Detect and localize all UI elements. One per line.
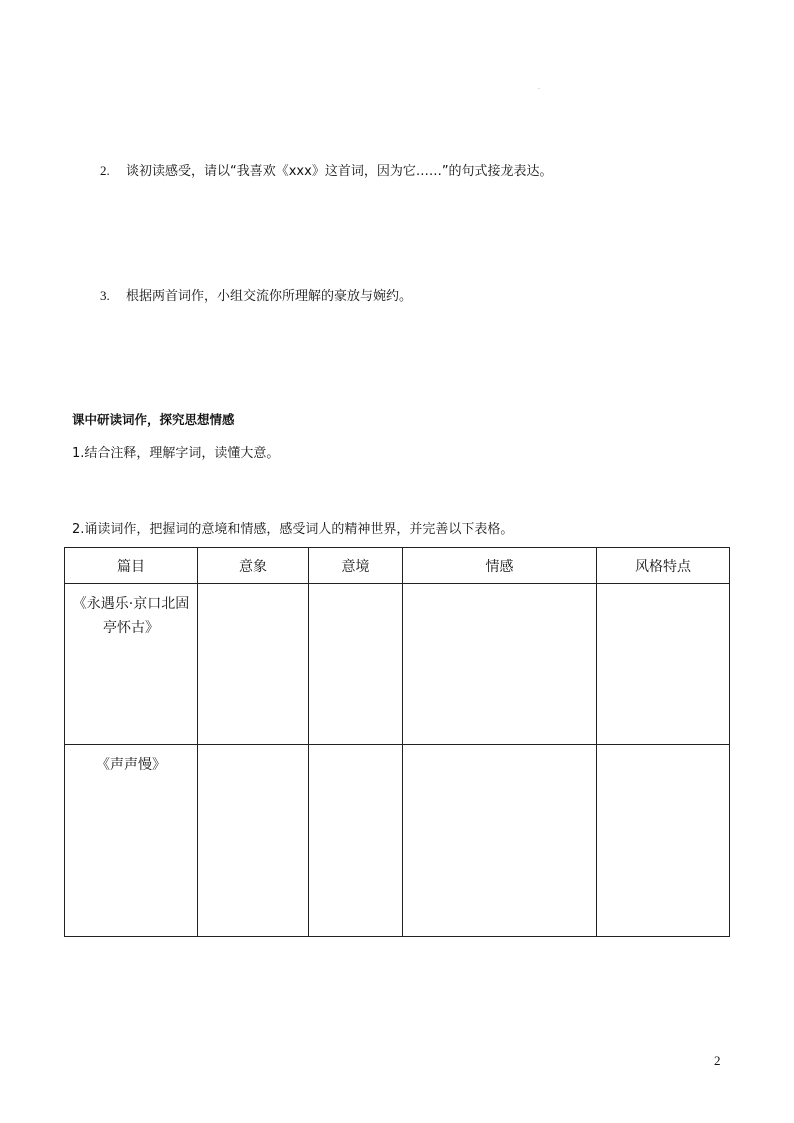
mood-cell[interactable] — [309, 584, 403, 745]
question-text: 根据两首词作，小组交流你所理解的豪放与婉约。 — [126, 289, 413, 304]
emotion-cell[interactable] — [403, 745, 597, 937]
question-text: 谈初读感受，请以“我喜欢《xxx》这首词，因为它……”的句式接龙表达。 — [126, 164, 553, 179]
table-header-row — [65, 548, 730, 584]
poem-title: 《永遇乐·京口北固亭怀古》 — [72, 596, 190, 636]
question-2 — [100, 160, 553, 179]
header-mark: · — [538, 86, 540, 93]
header-title: 篇目 — [65, 548, 198, 584]
style-cell[interactable] — [597, 584, 730, 745]
page-number: 2 — [714, 1053, 721, 1068]
poem-title-cell — [65, 584, 198, 745]
section-heading: 课中研读词作，探究思想情感 — [72, 412, 235, 427]
section-item-2: 2.诵读词作，把握词的意境和情感，感受词人的精神世界，并完善以下表格。 — [72, 522, 514, 537]
header-mood: 意境 — [309, 548, 403, 584]
section-item-1: 1.结合注释，理解字词，读懂大意。 — [72, 446, 280, 461]
style-cell[interactable] — [597, 745, 730, 937]
question-number: 2. — [100, 163, 110, 178]
imagery-cell[interactable] — [198, 584, 309, 745]
table-row — [65, 745, 730, 937]
table-row — [65, 584, 730, 745]
question-number: 3. — [100, 288, 110, 303]
header-emotion: 情感 — [403, 548, 597, 584]
question-3 — [100, 285, 412, 304]
header-style: 风格特点 — [597, 548, 730, 584]
poem-title: 《声声慢》 — [96, 757, 166, 773]
poem-title-cell — [65, 745, 198, 937]
imagery-cell[interactable] — [198, 745, 309, 937]
emotion-cell[interactable] — [403, 584, 597, 745]
header-imagery: 意象 — [198, 548, 309, 584]
analysis-table — [64, 547, 730, 937]
mood-cell[interactable] — [309, 745, 403, 937]
